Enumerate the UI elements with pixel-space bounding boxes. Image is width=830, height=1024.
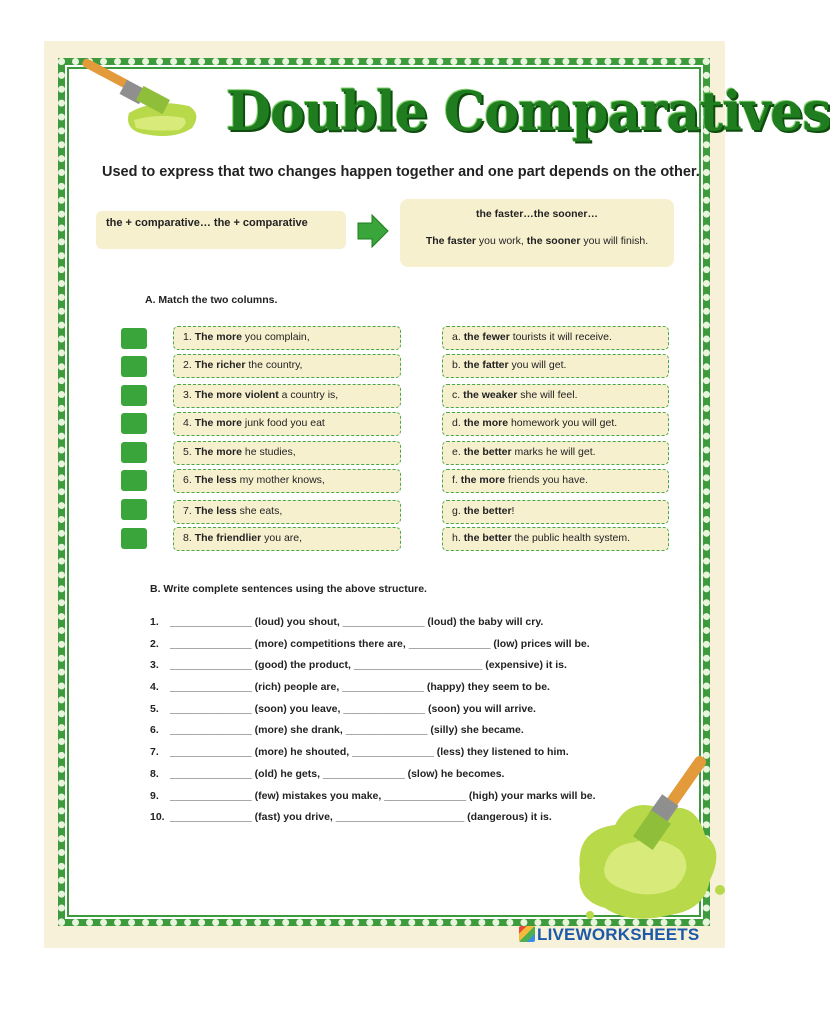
answer-slot-6[interactable] — [121, 470, 147, 491]
answer-slot-1[interactable] — [121, 328, 147, 349]
exercise-row[interactable]: 6. ______________ (more) she drank, ______________ (silly) she became. — [150, 724, 524, 736]
match-right-item[interactable]: c. the weaker she will feel. — [442, 384, 669, 408]
match-left-item[interactable]: 2. The richer the country, — [173, 354, 401, 378]
match-left-item[interactable]: 5. The more he studies, — [173, 441, 401, 465]
liveworksheets-logo[interactable]: LIVEWORKSHEETS — [519, 925, 699, 945]
paintbrush-icon — [74, 58, 204, 148]
formula-box — [96, 211, 346, 249]
formula-text: the + comparative… the + comparative — [106, 217, 308, 229]
page-title: Double Comparatives — [226, 79, 830, 144]
match-right-item[interactable]: d. the more homework you will get. — [442, 412, 669, 436]
liveworksheets-logo-icon — [519, 926, 535, 942]
match-left-item[interactable]: 6. The less my mother knows, — [173, 469, 401, 493]
match-right-item[interactable]: b. the fatter you will get. — [442, 354, 669, 378]
answer-slot-8[interactable] — [121, 528, 147, 549]
exercise-row[interactable]: 10. ______________ (fast) you drive, ______________________ (dangerous) it is. — [150, 811, 552, 823]
match-right-item[interactable]: a. the fewer tourists it will receive. — [442, 326, 669, 350]
example-sentence: The faster you work, the sooner you will finish. — [425, 235, 649, 247]
match-left-item[interactable]: 7. The less she eats, — [173, 500, 401, 524]
exercise-row[interactable]: 8. ______________ (old) he gets, ______________ (slow) he becomes. — [150, 768, 505, 780]
answer-slot-5[interactable] — [121, 442, 147, 463]
exercise-row[interactable]: 5. ______________ (soon) you leave, ______________ (soon) you will arrive. — [150, 703, 536, 715]
match-right-item[interactable]: g. the better! — [442, 500, 669, 524]
paint-splash-icon — [570, 750, 730, 925]
exercise-row[interactable]: 4. ______________ (rich) people are, ______________ (happy) they seem to be. — [150, 681, 550, 693]
answer-slot-4[interactable] — [121, 413, 147, 434]
arrow-right-icon — [356, 213, 390, 249]
section-b-heading: B. Write complete sentences using the above structure. — [150, 583, 427, 595]
example-box — [400, 199, 674, 267]
answer-slot-3[interactable] — [121, 385, 147, 406]
exercise-row[interactable]: 2. ______________ (more) competitions there are, ______________ (low) prices will be. — [150, 638, 590, 650]
example-heading: the faster…the sooner… — [476, 208, 598, 220]
exercise-row[interactable]: 3. ______________ (good) the product, ______________________ (expensive) it is. — [150, 659, 567, 671]
section-a-heading: A. Match the two columns. — [145, 294, 278, 306]
match-right-item[interactable]: f. the more friends you have. — [442, 469, 669, 493]
match-left-item[interactable]: 3. The more violent a country is, — [173, 384, 401, 408]
match-right-item[interactable]: h. the better the public health system. — [442, 527, 669, 551]
exercise-row[interactable]: 9. ______________ (few) mistakes you make, ______________ (high) your marks will be. — [150, 790, 596, 802]
match-right-item[interactable]: e. the better marks he will get. — [442, 441, 669, 465]
exercise-row[interactable]: 1. ______________ (loud) you shout, ______________ (loud) the baby will cry. — [150, 616, 544, 628]
exercise-row[interactable]: 7. ______________ (more) he shouted, ______________ (less) they listened to him. — [150, 746, 569, 758]
subtitle: Used to express that two changes happen together and one part depends on the other. — [102, 164, 700, 180]
match-left-item[interactable]: 8. The friendlier you are, — [173, 527, 401, 551]
match-left-item[interactable]: 1. The more you complain, — [173, 326, 401, 350]
answer-slot-2[interactable] — [121, 356, 147, 377]
match-left-item[interactable]: 4. The more junk food you eat — [173, 412, 401, 436]
answer-slot-7[interactable] — [121, 499, 147, 520]
